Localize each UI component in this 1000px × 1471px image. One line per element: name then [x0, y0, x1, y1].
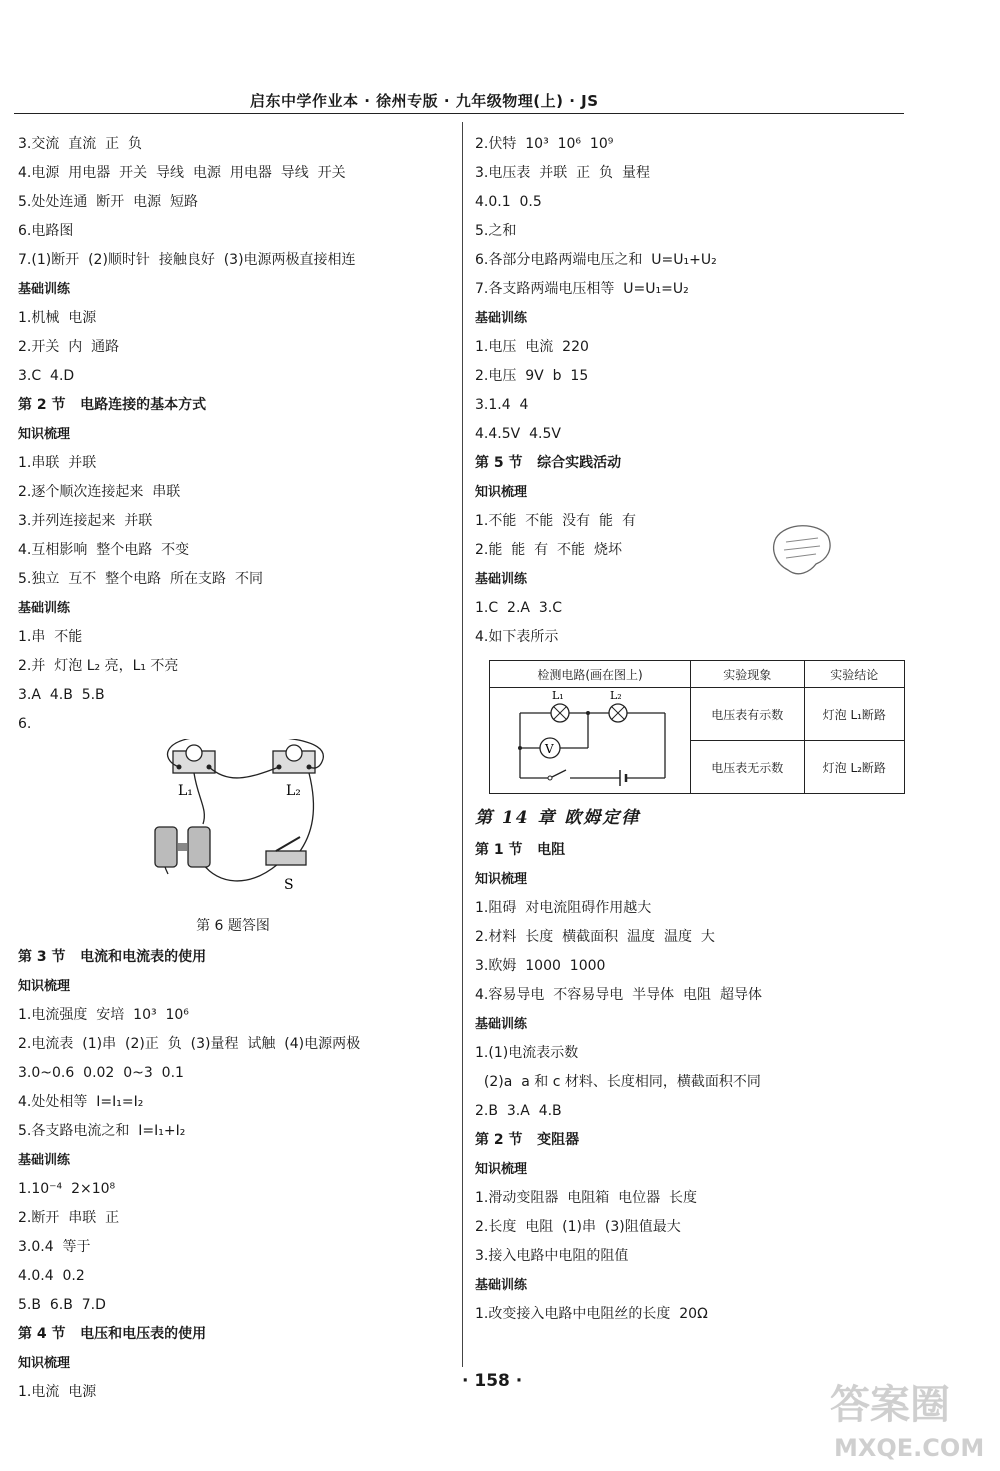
answer-line: 6.电路图 — [18, 223, 74, 239]
answer-line: 3.接入电路中电阻的阻值 — [475, 1248, 629, 1264]
right-column — [475, 130, 915, 1329]
subheading: 基础训练 — [18, 601, 71, 616]
circuit-diagram — [490, 688, 690, 790]
table-header: 检测电路(画在图上) — [490, 661, 691, 688]
watermark-logo — [820, 1370, 990, 1465]
answer-line: 2.电流表 (1)串 (2)正 负 (3)量程 试触 (4)电源两极 — [18, 1036, 361, 1052]
column-divider — [462, 122, 463, 1367]
answer-line: 3.电压表 并联 正 负 量程 — [475, 165, 650, 181]
answer-line: 6. — [18, 716, 32, 732]
answer-line: 5.B 6.B 7.D — [18, 1297, 106, 1313]
answer-line: 4.互相影响 整个电路 不变 — [18, 542, 190, 558]
answer-line: 3.交流 直流 正 负 — [18, 136, 143, 152]
answer-line: 5.各支路电流之和 I=I₁+I₂ — [18, 1123, 186, 1139]
circuit-diagram-cell — [490, 688, 691, 794]
answer-line: 3.欧姆 1000 1000 — [475, 958, 606, 974]
answer-line: 1.电流强度 安培 10³ 10⁶ — [18, 1007, 189, 1023]
circuit-illustration — [18, 739, 448, 909]
watermark-url: MXQE.COM — [834, 1434, 985, 1462]
subheading: 基础训练 — [475, 572, 528, 587]
table-cell: 电压表无示数 — [691, 741, 805, 794]
answer-line: 1.阻碍 对电流阻碍作用越大 — [475, 900, 652, 916]
label-l1: L₁ — [552, 689, 564, 702]
chapter-title: 第 14 章 欧姆定律 — [475, 808, 641, 828]
answer-line: 2.B 3.A 4.B — [475, 1103, 562, 1119]
answer-line: 2.伏特 10³ 10⁶ 10⁹ — [475, 136, 614, 152]
answer-line: 2.能 能 有 不能 烧坏 — [475, 542, 622, 558]
answer-line: 1.改变接入电路中电阻丝的长度 20Ω — [475, 1306, 708, 1322]
answer-line: 1.机械 电源 — [18, 310, 97, 326]
answer-line: 4.处处相等 I=I₁=I₂ — [18, 1094, 144, 1110]
answer-line: 1.不能 不能 没有 能 有 — [475, 513, 636, 529]
l1-bulb-icon — [186, 745, 202, 761]
answer-line: 5.独立 互不 整个电路 所在支路 不同 — [18, 571, 263, 587]
answer-line: 2.电压 9V b 15 — [475, 368, 589, 384]
stamp-seal-icon — [768, 520, 834, 580]
table-header: 实验现象 — [691, 661, 805, 688]
subheading: 基础训练 — [18, 282, 71, 297]
answer-line: 5.处处连通 断开 电源 短路 — [18, 194, 199, 210]
answer-line: 5.之和 — [475, 223, 517, 239]
answer-line: 3.0.4 等于 — [18, 1239, 91, 1255]
answer-line: 3.0~0.6 0.02 0~3 0.1 — [18, 1065, 184, 1081]
answer-line: 1.电压 电流 220 — [475, 339, 589, 355]
answer-line: 1.(1)电流表示数 — [475, 1045, 579, 1061]
answer-line: 3.并列连接起来 并联 — [18, 513, 153, 529]
subheading: 基础训练 — [475, 311, 528, 326]
figure-caption: 第 6 题答图 — [196, 918, 270, 934]
experiment-table — [489, 660, 905, 794]
answer-line: 7.(1)断开 (2)顺时针 接触良好 (3)电源两极直接相连 — [18, 252, 356, 268]
answer-line: 1.串 不能 — [18, 629, 83, 645]
answer-line: 2.材料 长度 横截面积 温度 温度 大 — [475, 929, 715, 945]
answer-line: 1.10⁻⁴ 2×10⁸ — [18, 1181, 116, 1197]
label-s: S — [284, 877, 294, 893]
subheading: 知识梳理 — [475, 1162, 528, 1177]
answer-line: (2)a a 和 c 材料、长度相同，横截面积不同 — [475, 1074, 761, 1090]
subheading: 知识梳理 — [18, 427, 71, 442]
answer-line: 2.长度 电阻 (1)串 (3)阻值最大 — [475, 1219, 681, 1235]
answer-line: 3.A 4.B 5.B — [18, 687, 105, 703]
answer-line: 4.如下表所示 — [475, 629, 559, 645]
section-heading: 第 3 节 电流和电流表的使用 — [18, 949, 207, 965]
answer-line: 2.逐个顺次连接起来 串联 — [18, 484, 181, 500]
header-rule — [14, 113, 904, 114]
answer-line: 1.串联 并联 — [18, 455, 97, 471]
left-column — [18, 130, 448, 1407]
subheading: 知识梳理 — [18, 979, 71, 994]
circuit-figure — [18, 739, 448, 909]
section-heading: 第 1 节 电阻 — [475, 842, 566, 858]
answer-line: 6.各部分电路两端电压之和 U=U₁+U₂ — [475, 252, 717, 268]
answer-line: 1.电流 电源 — [18, 1384, 97, 1400]
section-heading: 第 2 节 电路连接的基本方式 — [18, 397, 207, 413]
subheading: 知识梳理 — [18, 1356, 71, 1371]
battery-icon — [188, 827, 210, 867]
subheading: 基础训练 — [18, 1153, 71, 1168]
label-l1: L₁ — [178, 783, 193, 799]
answer-line: 1.C 2.A 3.C — [475, 600, 563, 616]
section-heading: 第 4 节 电压和电压表的使用 — [18, 1326, 207, 1342]
answer-line: 4.0.4 0.2 — [18, 1268, 85, 1284]
answer-line: 7.各支路两端电压相等 U=U₁=U₂ — [475, 281, 689, 297]
label-l2: L₂ — [286, 783, 301, 799]
voltmeter-label: V — [545, 742, 554, 756]
subheading: 基础训练 — [475, 1278, 528, 1293]
table-cell: 灯泡 L₂断路 — [804, 741, 904, 794]
label-l2: L₂ — [610, 689, 622, 702]
table-header: 实验结论 — [804, 661, 904, 688]
section-heading: 第 5 节 综合实践活动 — [475, 455, 622, 471]
answer-line: 2.并 灯泡 L₂ 亮，L₁ 不亮 — [18, 658, 179, 674]
subheading: 知识梳理 — [475, 485, 528, 500]
answer-line: 4.容易导电 不容易导电 半导体 电阻 超导体 — [475, 987, 762, 1003]
answer-line: 4.0.1 0.5 — [475, 194, 542, 210]
switch-icon — [266, 851, 306, 865]
page-header: 启东中学作业本 · 徐州专版 · 九年级物理(上) · JS — [250, 92, 599, 110]
answer-line: 1.滑动变阻器 电阻箱 电位器 长度 — [475, 1190, 698, 1206]
answer-line: 4.电源 用电器 开关 导线 电源 用电器 导线 开关 — [18, 165, 346, 181]
page-number: · 158 · — [462, 1371, 523, 1391]
answer-line: 2.断开 串联 正 — [18, 1210, 120, 1226]
answer-line: 3.C 4.D — [18, 368, 75, 384]
answer-line: 2.开关 内 通路 — [18, 339, 120, 355]
answer-line: 3.1.4 4 — [475, 397, 529, 413]
subheading: 知识梳理 — [475, 872, 528, 887]
table-cell: 灯泡 L₁断路 — [804, 688, 904, 741]
l2-bulb-icon — [286, 745, 302, 761]
battery-icon — [155, 827, 177, 867]
table-cell: 电压表有示数 — [691, 688, 805, 741]
subheading: 基础训练 — [475, 1017, 528, 1032]
section-heading: 第 2 节 变阻器 — [475, 1132, 580, 1148]
watermark-text: 答案圈 — [830, 1382, 950, 1428]
answer-line: 4.4.5V 4.5V — [475, 426, 561, 442]
